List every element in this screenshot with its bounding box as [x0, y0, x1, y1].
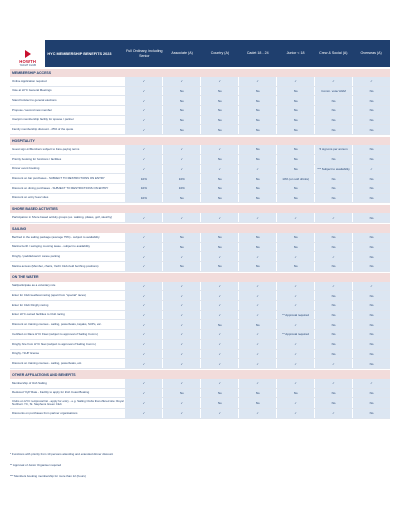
table-cell: No — [314, 106, 352, 115]
table-cell: No — [352, 174, 390, 183]
table-cell: ✓ — [238, 359, 276, 368]
table-row — [10, 116, 390, 126]
table-cell: ✓ — [124, 155, 162, 164]
table-row — [10, 165, 390, 175]
table-cell: ✓ — [124, 330, 162, 339]
table-cell: No — [200, 106, 238, 115]
table-cell: No — [352, 311, 390, 320]
table-cell: No — [314, 184, 352, 193]
table-cell: ✓ — [238, 282, 276, 291]
table-cell: ✓ — [162, 359, 200, 368]
section-header: MEMBERSHIP ACCESS — [10, 69, 390, 78]
table-cell: No — [238, 398, 276, 408]
table-cell: No — [314, 174, 352, 183]
table-cell: 10% — [124, 174, 162, 183]
table-cell: ✓ — [162, 379, 200, 388]
table-cell: No — [276, 262, 314, 271]
table-cell: ✓ — [238, 165, 276, 174]
table-cell: No — [238, 174, 276, 183]
table-cell: ✓ — [124, 262, 162, 271]
header-bar — [45, 40, 390, 67]
table-cell: ✓ — [238, 213, 276, 222]
row-label: Family membership discount - 25% of the quote — [12, 127, 74, 132]
table-cell: ✓ — [200, 213, 238, 222]
row-label: Marina berth / swinging mooring lease - subject to availability — [12, 244, 90, 249]
table-cell: No — [200, 125, 238, 134]
table-cell: ** Approval required — [276, 330, 314, 339]
row-label: Discounts on purchases from partner organisations — [12, 410, 78, 415]
table-cell: No — [276, 125, 314, 134]
table-cell: No — [352, 155, 390, 164]
membership-benefits-table — [10, 40, 390, 419]
table-cell: No — [314, 320, 352, 329]
table-cell: ✓ — [200, 252, 238, 261]
section-header: ON THE WATER — [10, 273, 390, 282]
table-cell: ✓ — [124, 282, 162, 291]
table-cell: No — [200, 320, 238, 329]
table-row — [10, 174, 390, 184]
table-cell: No — [200, 262, 238, 271]
table-cell: No — [352, 340, 390, 349]
table-cell: No — [276, 155, 314, 164]
logo-line-1: HOWTH — [19, 59, 37, 64]
table-cell: ✓ — [314, 282, 352, 291]
table-cell: ✓ — [162, 350, 200, 359]
table-cell: ✓ — [200, 291, 238, 300]
table-cell: No — [276, 194, 314, 203]
table-cell: ✓ — [162, 301, 200, 310]
table-cell: No — [276, 106, 314, 115]
table-row — [10, 262, 390, 272]
table-cell: ✓ — [124, 409, 162, 418]
table-cell: ✓ — [200, 77, 238, 86]
table-cell: No — [314, 398, 352, 408]
footnote: * Functions with priority from 10 persons attending and extended dinner discount — [10, 452, 113, 456]
table-cell: No — [200, 194, 238, 203]
table-cell: ✓ — [200, 165, 238, 174]
column-header: Associate (A) — [171, 51, 193, 56]
row-label: Online Application required — [12, 78, 47, 83]
table-body — [10, 69, 390, 419]
table-row — [10, 389, 390, 399]
table-cell: ✓ — [352, 282, 390, 291]
table-cell: ✓ — [124, 96, 162, 105]
table-cell: ✓ — [124, 301, 162, 310]
table-row — [10, 330, 390, 340]
table-cell: No — [352, 116, 390, 125]
table-cell: No — [238, 106, 276, 115]
table-cell: No — [276, 145, 314, 154]
table-cell: No — [352, 398, 390, 408]
row-label: Vote at HYC General Meetings — [12, 88, 52, 93]
table-row — [10, 320, 390, 330]
column-header: Junior < 18 — [286, 51, 305, 56]
table-row — [10, 301, 390, 311]
table-cell: No — [238, 262, 276, 271]
table-cell: ✓ — [314, 213, 352, 222]
table-row — [10, 155, 390, 165]
table-cell: No — [352, 330, 390, 339]
table-cell: No — [162, 262, 200, 271]
table-cell: No — [276, 389, 314, 398]
table-cell: No — [238, 125, 276, 134]
table-cell: ✓ — [124, 116, 162, 125]
table-cell: ** Approval required — [276, 311, 314, 320]
table-cell: ✓ — [200, 301, 238, 310]
table-cell: No — [352, 262, 390, 271]
table-cell: No — [352, 233, 390, 242]
row-label: Stand for/elect to general elections — [12, 98, 57, 103]
table-row — [10, 252, 390, 262]
table-cell: No — [352, 106, 390, 115]
row-label: Discount on entry fees/ sites — [12, 195, 49, 200]
table-cell: No — [314, 233, 352, 242]
table-cell: No — [238, 320, 276, 329]
table-cell: No — [352, 87, 390, 96]
table-cell: ✓ — [238, 77, 276, 86]
table-cell: No — [352, 125, 390, 134]
table-cell: ✓ — [162, 398, 200, 408]
column-header: Country (A) — [210, 51, 230, 56]
table-cell: ✓ — [162, 282, 200, 291]
table-cell: ✓ — [276, 213, 314, 222]
row-label: Use/join membership facility for spouse / partner — [12, 117, 74, 122]
table-cell: No — [352, 389, 390, 398]
table-cell: ✓ — [238, 291, 276, 300]
table-cell: No — [238, 87, 276, 96]
table-cell: No — [352, 184, 390, 193]
table-cell: No — [200, 243, 238, 252]
table-cell: ✓ — [200, 282, 238, 291]
table-row — [10, 350, 390, 360]
table-cell: No — [314, 330, 352, 339]
row-label: Enter for Club Dinghy racing — [12, 302, 49, 307]
table-cell: ✓ — [124, 291, 162, 300]
table-cell: ✓ — [124, 165, 162, 174]
table-cell: No — [352, 301, 390, 310]
table-cell: No — [162, 96, 200, 105]
table-cell: No — [162, 194, 200, 203]
table-cell: ✓ — [162, 409, 200, 418]
logo-line-2: YACHT CLUB — [19, 64, 36, 67]
row-label: Guest sign-in/Members subject to Fare-paying terms — [12, 146, 80, 151]
table-cell: No — [314, 125, 352, 134]
table-cell: ✓ — [162, 330, 200, 339]
table-cell: ✓ — [200, 311, 238, 320]
table-cell: No — [200, 389, 238, 398]
table-cell: No — [352, 96, 390, 105]
table-cell: No — [314, 194, 352, 203]
table-cell: No — [162, 389, 200, 398]
table-cell: ✓ — [238, 311, 276, 320]
table-cell: No — [162, 116, 200, 125]
table-cell: No — [352, 409, 390, 418]
table-cell: ✓ — [124, 77, 162, 86]
row-label: Membership of Irish Sailing — [12, 380, 47, 385]
table-row — [10, 194, 390, 204]
table-cell: ✓ — [238, 350, 276, 359]
table-cell: ✓ — [124, 389, 162, 398]
table-cell: ✓ — [238, 409, 276, 418]
column-header: Full Ordinary, including Senior — [126, 48, 163, 58]
table-cell: ✓ — [314, 359, 352, 368]
table-cell: ✓ — [162, 311, 200, 320]
table-cell: ✓ — [276, 350, 314, 359]
footnote: ** Approval of Junior Organiser required — [10, 463, 62, 467]
table-cell: ✓ — [124, 145, 162, 154]
table-cell: ✓ — [276, 398, 314, 408]
row-label: Discount on training courses - sailing, powerboats, etc. — [12, 360, 83, 365]
table-cell: Comm. vote/ AGM — [314, 87, 352, 96]
table-cell: No — [162, 87, 200, 96]
row-label: Enter for Club keelboat racing (apart from "special" races) — [12, 293, 86, 298]
table-cell: No — [200, 184, 238, 193]
table-cell: No — [314, 155, 352, 164]
table-cell: No — [314, 301, 352, 310]
table-cell: No — [314, 116, 352, 125]
table-row — [10, 77, 390, 87]
table-cell: 10% — [162, 174, 200, 183]
table-header — [10, 40, 390, 67]
section-header: HOSPITALITY — [10, 137, 390, 146]
table-cell: No — [352, 194, 390, 203]
table-cell: ✓ — [124, 233, 162, 242]
table-cell: ✓ — [200, 330, 238, 339]
table-cell: ✓ — [200, 359, 238, 368]
table-cell: ✓ — [314, 379, 352, 388]
table-row — [10, 282, 390, 292]
row-label: Enter HYC owned facilities to Club racing — [12, 312, 65, 317]
table-cell: No — [314, 96, 352, 105]
table-cell: No — [352, 145, 390, 154]
table-cell: ✓ — [124, 350, 162, 359]
section-header: SHORE BASED ACTIVITIES — [10, 205, 390, 214]
table-row — [10, 106, 390, 116]
row-label: Certified on Race HYC Fleet (subject to approval of Sailing Comm.) — [12, 331, 99, 336]
table-cell: ✓ — [162, 252, 200, 261]
table-row — [10, 96, 390, 106]
table-cell: No — [238, 243, 276, 252]
row-label: Dinner event booking — [12, 166, 40, 171]
table-cell: ✓ — [124, 398, 162, 408]
table-cell: No — [162, 243, 200, 252]
footnote: *** Members booking membership for more than 12 (hours) — [10, 474, 86, 478]
table-cell: No — [352, 350, 390, 359]
table-cell: ✓ — [276, 359, 314, 368]
table-cell: ✓ — [238, 252, 276, 261]
table-cell: ✓ — [238, 379, 276, 388]
section-header: SAILING — [10, 224, 390, 233]
section-header: OTHER AFFILIATIONS AND BENEFITS — [10, 370, 390, 379]
table-cell: ✓ — [238, 340, 276, 349]
table-cell: ✓ — [162, 213, 200, 222]
table-cell: ✓ — [276, 409, 314, 418]
table-cell: No — [314, 350, 352, 359]
table-cell: ✓ — [162, 291, 200, 300]
table-cell: No — [200, 116, 238, 125]
table-cell: ✓ — [162, 155, 200, 164]
table-cell: ✓ — [162, 77, 200, 86]
table-cell: ✓ — [162, 145, 200, 154]
table-cell: ✓ — [276, 252, 314, 261]
table-cell: No — [276, 184, 314, 193]
table-cell: ✓ — [200, 379, 238, 388]
table-row — [10, 184, 390, 194]
table-cell: No — [162, 106, 200, 115]
table-cell: ✓ — [314, 409, 352, 418]
table-cell: ✓ — [124, 243, 162, 252]
table-row — [10, 125, 390, 135]
table-cell: No — [200, 96, 238, 105]
table-row — [10, 379, 390, 389]
table-cell: ✓ — [124, 87, 162, 96]
table-row — [10, 145, 390, 155]
table-cell: No — [238, 194, 276, 203]
table-cell: No — [314, 243, 352, 252]
table-cell: ✓ — [124, 213, 162, 222]
table-cell: No — [314, 291, 352, 300]
table-cell: No — [162, 125, 200, 134]
table-cell: No — [314, 311, 352, 320]
table-cell: 5 sign-ins per annum — [314, 145, 352, 154]
row-label: Propose / second new member — [12, 107, 53, 112]
table-cell: 10% (on soft drinks) — [276, 174, 314, 183]
table-cell: No — [276, 96, 314, 105]
table-cell: ✓ — [238, 301, 276, 310]
table-row — [10, 359, 390, 369]
table-cell: ✓ — [124, 106, 162, 115]
table-cell: ✓ — [276, 379, 314, 388]
table-cell: No — [200, 155, 238, 164]
table-row — [10, 409, 390, 419]
row-label: Participation in Shore based activity groups (ex. walking, pilates, golf, sketchy) — [12, 214, 113, 219]
table-cell: No — [238, 233, 276, 242]
table-cell: No — [352, 243, 390, 252]
table-cell: No — [238, 155, 276, 164]
table-cell: ✓ — [314, 77, 352, 86]
table-cell: No — [276, 116, 314, 125]
table-row — [10, 233, 390, 243]
table-cell: ✓ — [124, 320, 162, 329]
row-label: Marina access (Member, chairs, Yacht Club-held berthing positions) — [12, 263, 99, 268]
table-cell: No — [200, 398, 238, 408]
table-cell: No — [238, 116, 276, 125]
table-cell: ✓ — [200, 145, 238, 154]
table-row — [10, 87, 390, 97]
table-cell: No — [238, 389, 276, 398]
table-cell: No — [200, 174, 238, 183]
table-cell: ✓ — [200, 340, 238, 349]
table-cell: No — [352, 291, 390, 300]
table-cell: ✓ — [162, 165, 200, 174]
row-label: Dinghy / paddleboard / canoe parking — [12, 254, 61, 258]
table-cell: No — [352, 320, 390, 329]
table-cell: No — [200, 87, 238, 96]
table-cell: No — [238, 96, 276, 105]
table-cell: ✓ — [124, 311, 162, 320]
row-label: Reduced YIyP Rate - Facility to apply for Irish Coast Boating — [12, 390, 90, 395]
table-cell: ✓ — [238, 330, 276, 339]
table-cell: ✓ — [124, 359, 162, 368]
row-label: Priority booking for functions / facilities — [12, 156, 62, 161]
column-header: Cadet 18 - 24 — [246, 51, 269, 56]
page-title: HYC MEMBERSHIP BENEFITS 2023 — [47, 51, 112, 56]
table-cell: ✓ — [352, 379, 390, 388]
table-row — [10, 398, 390, 409]
row-label: Dinghy / SUP license — [12, 351, 40, 356]
table-cell: ✓ — [276, 340, 314, 349]
footnotes — [10, 452, 390, 485]
table-cell: ✓ — [200, 350, 238, 359]
table-cell: ✓ — [352, 165, 390, 174]
table-cell: ✓ — [200, 409, 238, 418]
table-cell: ✓ — [276, 77, 314, 86]
table-cell: No — [276, 165, 314, 174]
table-row — [10, 291, 390, 301]
table-cell: 10% — [162, 184, 200, 193]
table-row — [10, 311, 390, 321]
table-cell: No — [276, 243, 314, 252]
table-cell: No — [238, 184, 276, 193]
table-cell: ✓ — [276, 301, 314, 310]
burgee-icon — [25, 50, 31, 58]
table-cell: No — [238, 145, 276, 154]
table-cell: No — [276, 233, 314, 242]
table-cell: 10% — [124, 184, 162, 193]
table-cell: No — [314, 340, 352, 349]
table-cell: No — [352, 359, 390, 368]
column-header: Crew & Social (A) — [319, 51, 348, 56]
table-row — [10, 243, 390, 253]
table-cell: No — [200, 233, 238, 242]
column-header: Overseas (A) — [360, 51, 382, 56]
table-cell: ✓ — [352, 77, 390, 86]
table-cell: No — [352, 252, 390, 261]
table-cell: ✓ — [124, 252, 162, 261]
table-cell: ✓ — [276, 320, 314, 329]
row-label: Sail/participate as a voluntary role — [12, 283, 56, 288]
table-cell: *** Subject to availability — [314, 165, 352, 174]
row-label: Discount on training courses - sailing, powerboats, kayaks, SUPs, etc. — [12, 322, 102, 327]
table-cell: ✓ — [124, 125, 162, 134]
table-cell: No — [276, 87, 314, 96]
table-cell: ✓ — [276, 282, 314, 291]
table-cell: No — [314, 262, 352, 271]
table-cell: No — [162, 233, 200, 242]
table-cell: No — [314, 389, 352, 398]
row-label: Clubs on HYC reciprocal list - apply for entry - e.g. Sailing Clubs that offered site: Royal Northern YC, St. Stephens Green Club — [12, 398, 124, 407]
row-label: Berthed in the sailing package (average 75%) - subject to availability — [12, 234, 100, 239]
row-label: Discount on bar purchases - SUBJECT TO RESTRICTIONS ON ENTRY — [12, 175, 105, 180]
club-logo — [10, 40, 45, 67]
table-cell: ✓ — [162, 320, 200, 329]
table-cell: No — [352, 213, 390, 222]
row-label: Dinghy hire from HYC fleet (subject to approval of Sailing Comm.) — [12, 341, 97, 346]
row-label: Discount on dining purchases - SUBJECT TO RESTRICTIONS ON ENTRY — [12, 185, 109, 190]
table-cell: ✓ — [124, 379, 162, 388]
table-cell: ✓ — [314, 252, 352, 261]
table-cell: ✓ — [162, 340, 200, 349]
table-cell: ✓ — [276, 291, 314, 300]
table-cell: 10% — [124, 194, 162, 203]
table-row — [10, 213, 390, 223]
table-cell: ✓ — [124, 340, 162, 349]
table-row — [10, 340, 390, 350]
